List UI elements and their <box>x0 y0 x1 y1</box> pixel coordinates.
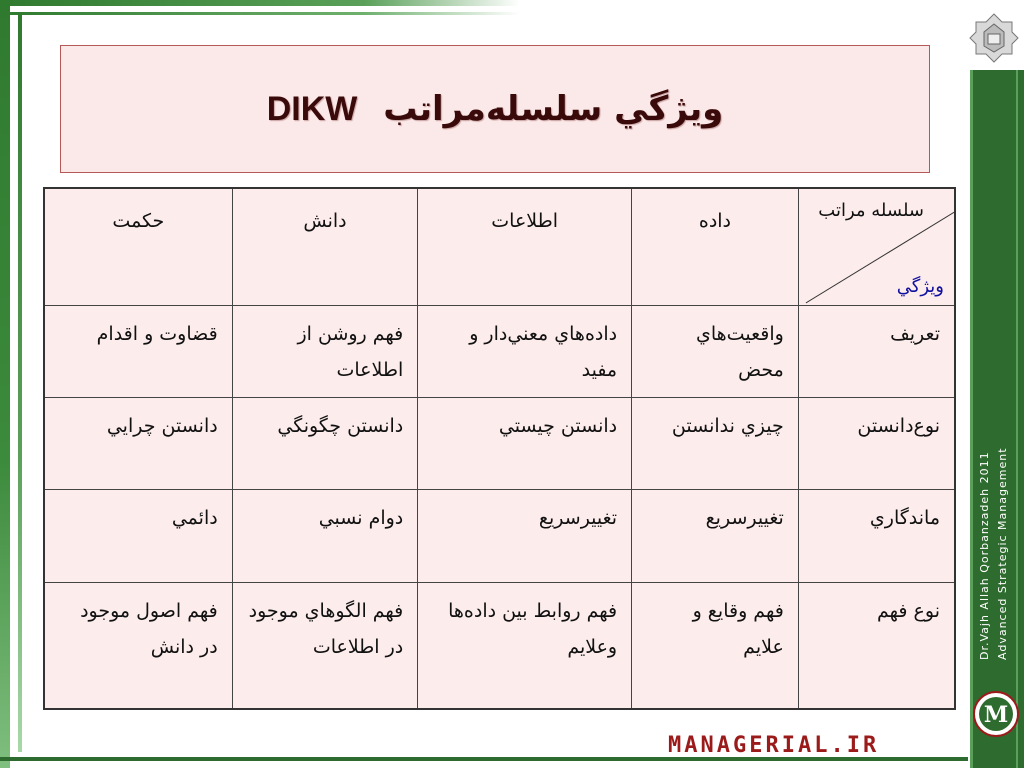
table-cell: دانستن چرايي <box>44 398 232 490</box>
university-logo-icon <box>968 12 1020 64</box>
header-knowledge: دانش <box>232 188 418 306</box>
table-cell: دانستن چيستي <box>418 398 632 490</box>
table-row <box>44 306 955 398</box>
side-band <box>970 70 1024 768</box>
footer-brand[interactable]: MANAGERIAL.IR <box>668 733 880 758</box>
decorative-frame-left-thin <box>18 12 22 752</box>
table-cell: فهم روابط بين داده‌ها وعلايم <box>418 582 632 709</box>
table-cell: فهم اصول موجود در دانش <box>44 582 232 709</box>
title-latin: DIKW <box>266 90 358 128</box>
row-label-understanding-type: نوع فهم <box>798 582 955 709</box>
managerial-logo-letter: M <box>983 702 1009 728</box>
corner-top-label: سلسله مراتب <box>818 200 924 221</box>
table-row <box>44 398 955 490</box>
decorative-frame-left <box>0 0 10 768</box>
table-cell: واقعيت‌هاي محض <box>632 306 799 398</box>
table-cell: چيزي ندانستن <box>632 398 799 490</box>
table-cell: داده‌هاي معني‌دار و مفيد <box>418 306 632 398</box>
table-row <box>44 582 955 709</box>
decorative-frame-top <box>0 0 520 6</box>
decorative-frame-top-thin <box>0 12 520 15</box>
side-course-text: Advanced Strategic Management <box>996 447 1009 660</box>
table-cell: تغييرسريع <box>418 490 632 582</box>
corner-bottom-label: ويژگي <box>896 276 944 298</box>
table-cell: فهم روشن از اطلاعات <box>232 306 418 398</box>
title-persian: ويژگي سلسله‌مراتب <box>383 89 724 129</box>
row-label-definition: تعريف <box>798 306 955 398</box>
corner-cell <box>798 188 955 306</box>
table-cell: دوام نسبي <box>232 490 418 582</box>
header-wisdom: حکمت <box>44 188 232 306</box>
table-cell: فهم وقايع و علايم <box>632 582 799 709</box>
side-author-text: Dr.Vajh Allah Qorbanzadeh 2011 <box>978 451 991 660</box>
header-information: اطلاعات <box>418 188 632 306</box>
table-cell: قضاوت و اقدام <box>44 306 232 398</box>
table-cell: دائمي <box>44 490 232 582</box>
row-label-knowing-type: نوع‌دانستن <box>798 398 955 490</box>
table-cell: فهم الگوهاي موجود در اطلاعات <box>232 582 418 709</box>
page-title <box>267 89 724 129</box>
title-box <box>60 45 930 173</box>
row-label-durability: ماندگاري <box>798 490 955 582</box>
table-row <box>44 490 955 582</box>
managerial-logo-icon <box>972 690 1020 738</box>
dikw-table <box>43 187 956 710</box>
table-cell: تغييرسريع <box>632 490 799 582</box>
table-header-row <box>44 188 955 306</box>
header-data: داده <box>632 188 799 306</box>
table-cell: دانستن چگونگي <box>232 398 418 490</box>
